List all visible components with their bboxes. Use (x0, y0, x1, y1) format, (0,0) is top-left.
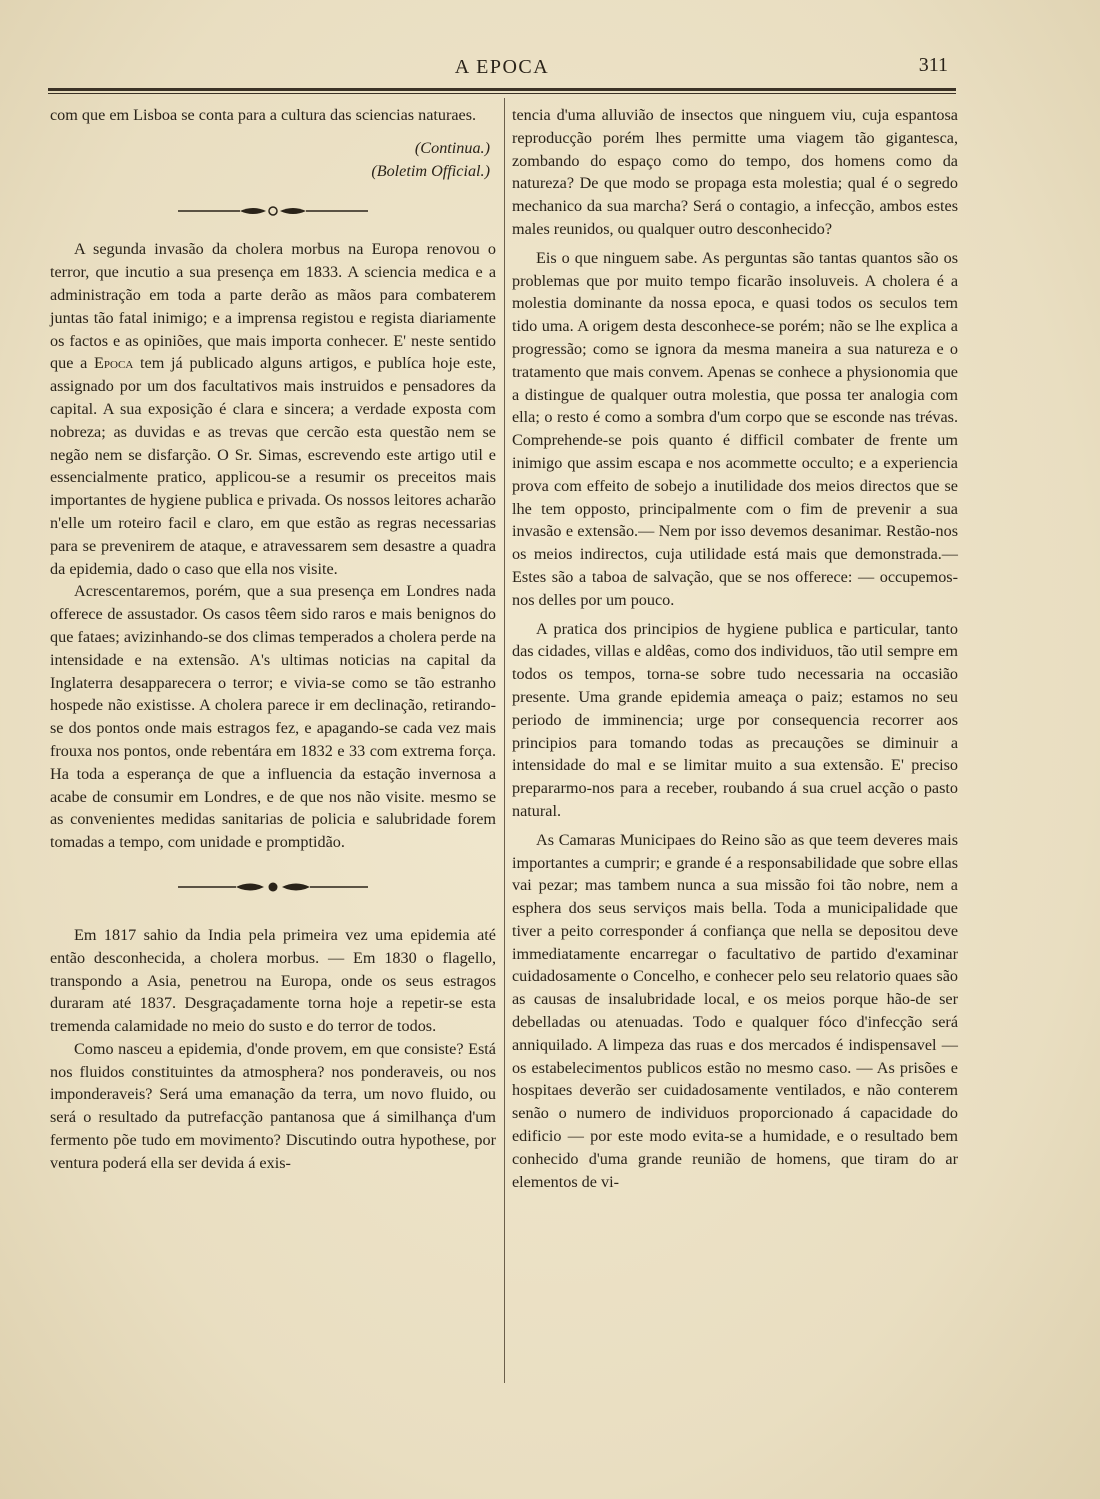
article-intro-text-a: A segunda invasão da cholera morbus na Europa renovou o terror, que incutio a sua presença em 1833. A sciencia medica e a administração em toda a parte derão as mãos para combaterem juntas tão fatal inimigo; e a imprensa registou e regista diariamente os factos e as opiniões, que mais importa conhecer. E' neste sentido que a (50, 240, 496, 373)
continua-note: (Continua.) (414, 138, 490, 157)
left-column (50, 104, 496, 1175)
article-intro-paragraph (50, 238, 496, 580)
source-credit: (Boletim Official.) (371, 161, 490, 180)
paragraph: Em 1817 sahio da India pela primeira vez uma epidemia até então desconhecida, a cholera morbus. — Em 1830 o flagello, transpondo a Asia, penetrou na Europa, onde os seus estragos duraram até 1837. Desgraçadamente torna hoje a repetir-se esta tremenda calamidade no meio do susto e do terror de todos. (50, 925, 496, 1036)
paragraph: Eis o que ninguem sabe. As perguntas são tantas quantos são os problemas que por muito tempo ficarão insoluveis. A cholera é a molestia dominante da nossa epoca, e quasi todos os seculos tem tido uma. A origem desta desconhece-se porém; não se lhe explica a progressão; como se ignora da mesma maneira a sua natureza e o tratamento que mais convem. Apenas se conhece a physionomia que a distingue de qualquer outra molestia, que possa ter analogia com ella; o resto é como a sombra d'um corpo que se esconde nas trévas. Comprehende-se pois quanto é difficil combater de frente um inimigo que assim escapa e nos acommette occulto; e a experiencia prova com effeito de sobejo a inutilidade dos meios directos que se lhe tem opposto, principalmente com o fim de prevenir a sua invasão e extensão.— Nem por isso devemos desanimar. Restão-nos os meios indirectos, cuja utilidade está mais que demonstrada.— Estes são a taboa de salvação, que se nos offerece: — occupemos-nos delles por um pouco. (512, 248, 958, 609)
article-intro-text-b: tem já publicado alguns artigos, e publíca hoje este, assignado por um dos facultativos mais instruidos e pensadores da capital. A sua exposição é clara e sincera; a verdade exposta com nobreza; as duvidas e as trevas que cercão esta questão nem se negão nem se disfarção. O Sr. Simas, escrevendo este artigo util e essencialmente pratico, applicou-se a resumir os preceitos mais importantes de hygiene publica e privada. Os nossos leitores acharão n'elle um roteiro facil e claro, em que estão as regras necessarias para se prevenirem de ataque, e atravessarem sem desastre a quadra da epidemia, dado o caso que ella nos visite. (50, 354, 497, 578)
page-header (48, 54, 956, 84)
ornament-divider (178, 204, 368, 218)
right-column (512, 104, 958, 1193)
paragraph: Como nasceu a epidemia, d'onde provem, em que consiste? Está nos fluidos constituintes da atmosphera? nos ponderaveis, ou nos imponderaveis? Será uma emanação da terra, um novo fluido, ou será o resultado da putrefacção pantanosa que á similhança d'um fermento põe tudo em movimento? Discutindo outra hypothese, por ventura poderá ella ser devida á exis- (50, 1039, 496, 1172)
ornament-divider (178, 880, 368, 894)
column-divider (504, 98, 505, 1383)
paragraph-continuation: com que em Lisboa se conta para a cultura das sciencias naturaes. (50, 106, 477, 124)
header-rule-thin (48, 93, 956, 94)
paragraph-continuation: tencia d'uma alluvião de insectos que ninguem viu, cuja espantosa reproducção porém lhes permitte uma viagem tão gigantesca, zombando do espaço como do tempo, dos homens como da natureza? De que modo se propaga esta molestia; qual é o segredo mechanico da sua marcha? Será o contagio, a infecção, ambos estes males reunidos, ou qualquer outro desconhecido? (512, 106, 958, 238)
paragraph: A pratica dos principios de hygiene publica e particular, tanto das cidades, villas e aldêas, como dos individuos, tão util sempre em todos os tempos, torna-se sobre tudo necessaria na occasião presente. Uma grande epidemia ameaça o paiz; estamos no seu periodo de imminencia; urge por consequencia recorrer aos principios para tomando todas as precauções se diminuir a intensidade do mal e se limitar muito a sua extensão. E' preciso prepararmo-nos para a receber, roubando á sua cruel acção o pasto natural. (512, 619, 958, 820)
page-number: 311 (918, 54, 948, 76)
paragraph: As Camaras Municipaes do Reino são as que teem deveres mais importantes a cumprir; e grande é a responsabilidade que sobre ellas vai pezar; mas tambem nunca a sua missão foi tão nobre, nem a esphera dos seus serviços mais bella. Toda a municipalidade que tiver a peito corresponder á confiança que nella se depositou deve immediatamente encarregar o facultativo de partido d'examinar cuidadosamente o Concelho, e conhecer pelo seu relatorio quaes são as causas de insalubridade local, e os meios porque hão-de ser debelladas ou atenuadas. Todo e qualquer fóco d'infecção será anniquilado. A limpeza das ruas e dos mercados é indispensavel — os estabelecimentos publicos estão no mesmo caso. — As prisões e hospitaes deverão ser cuidadosamente ventilados, e não conterem senão o numero de individuos proporcionado á capacidade do edificio — por este modo evita-se a humidade, e o resultado bem conhecido d'uma grande reunião de homens, que tiram do ar elementos de vi- (512, 830, 958, 1191)
header-rule (48, 88, 956, 91)
newspaper-name: Epoca (94, 354, 134, 373)
paragraph: Acrescentaremos, porém, que a sua presença em Londres nada offerece de assustador. Os casos têem sido raros e mais benignos do que fataes; avizinhando-se dos climas temperados a cholera perde na intensidade e na extensão. A's ultimas noticias na capital da Inglaterra desapparecera o terror; e vivia-se como se tão estranho hospede não existisse. A cholera parece ir em declinação, retirando-se dos pontos onde mais estragos fez, e apagando-se cada vez mais frouxa nos pontos, onde rebentára em 1832 e 33 com extrema força. Ha toda a esperança de que a influencia da estação invernosa a acabe de consumir em Londres, e de que nos não visite. mesmo se as convenientes medidas sanitarias de policia e salubridade forem tomadas a tempo, com unidade e promptidão. (50, 582, 496, 852)
page-title: A EPOCA (454, 56, 550, 78)
